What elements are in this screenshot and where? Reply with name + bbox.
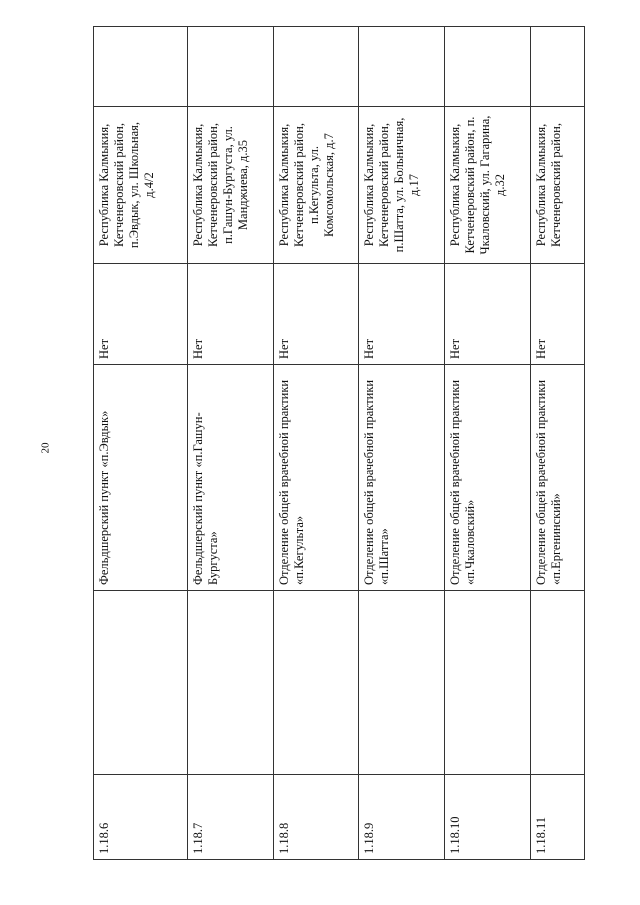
- trailing-empty-cell: [188, 27, 274, 107]
- address-cell: Республика Калмыкия, Кетченеровский район, п.Кегульта, ул. Комсомольская, д.7: [273, 107, 359, 264]
- row-number-cell: 1.18.8: [273, 775, 359, 860]
- flag-cell: Нет: [444, 264, 530, 365]
- empty-cell: [188, 591, 274, 775]
- trailing-empty-cell: [530, 27, 584, 107]
- table-row: [94, 27, 188, 860]
- table-row: [530, 27, 584, 860]
- facility-name-cell: Отделение общей врачебной практики «п.Ергенинский»: [530, 365, 584, 591]
- trailing-empty-cell: [444, 27, 530, 107]
- table-row: [273, 27, 359, 860]
- row-number-cell: 1.18.9: [359, 775, 445, 860]
- trailing-empty-cell: [94, 27, 188, 107]
- flag-cell: Нет: [359, 264, 445, 365]
- facility-name-cell: Фельдшерский пункт «п.Гашун-Бургуста»: [188, 365, 274, 591]
- facility-name-cell: Отделение общей врачебной практики «п.Кегульта»: [273, 365, 359, 591]
- empty-cell: [359, 591, 445, 775]
- facility-name-cell: Фельдшерский пункт «п.Эвдык»: [94, 365, 188, 591]
- facility-name-cell: Отделение общей врачебной практики «п.Шатта»: [359, 365, 445, 591]
- row-number-cell: 1.18.11: [530, 775, 584, 860]
- address-cell: Республика Калмыкия, Кетченеровский район, п.Шатта, ул. Больничная, д.17: [359, 107, 445, 264]
- row-number-cell: 1.18.6: [94, 775, 188, 860]
- empty-cell: [273, 591, 359, 775]
- empty-cell: [444, 591, 530, 775]
- trailing-empty-cell: [359, 27, 445, 107]
- table-row: [444, 27, 530, 860]
- address-cell: Республика Калмыкия, Кетченеровский район, п. Чкаловский, ул. Гагарина, д.32: [444, 107, 530, 264]
- row-number-cell: 1.18.7: [188, 775, 274, 860]
- flag-cell: Нет: [273, 264, 359, 365]
- flag-cell: Нет: [188, 264, 274, 365]
- flag-cell: Нет: [530, 264, 584, 365]
- empty-cell: [530, 591, 584, 775]
- page-number: 20: [39, 442, 52, 454]
- flag-cell: Нет: [94, 264, 188, 365]
- empty-cell: [94, 591, 188, 775]
- row-number-cell: 1.18.10: [444, 775, 530, 860]
- table-row: [359, 27, 445, 860]
- address-cell: Республика Калмыкия, Кетченеровский район, п.Гашун-Бургуста, ул. Манджиева, д.35: [188, 107, 274, 264]
- facility-name-cell: Отделение общей врачебной практики «п.Чкаловский»: [444, 365, 530, 591]
- address-cell: Республика Калмыкия, Кетченеровский район, п.Эвдык, ул. Школьная, д.4/2: [94, 107, 188, 264]
- trailing-empty-cell: [273, 27, 359, 107]
- facilities-table: [93, 26, 585, 860]
- address-cell: Республика Калмыкия, Кетченеровский район,: [530, 107, 584, 264]
- rotated-table-container: [93, 26, 585, 860]
- table-row: [188, 27, 274, 860]
